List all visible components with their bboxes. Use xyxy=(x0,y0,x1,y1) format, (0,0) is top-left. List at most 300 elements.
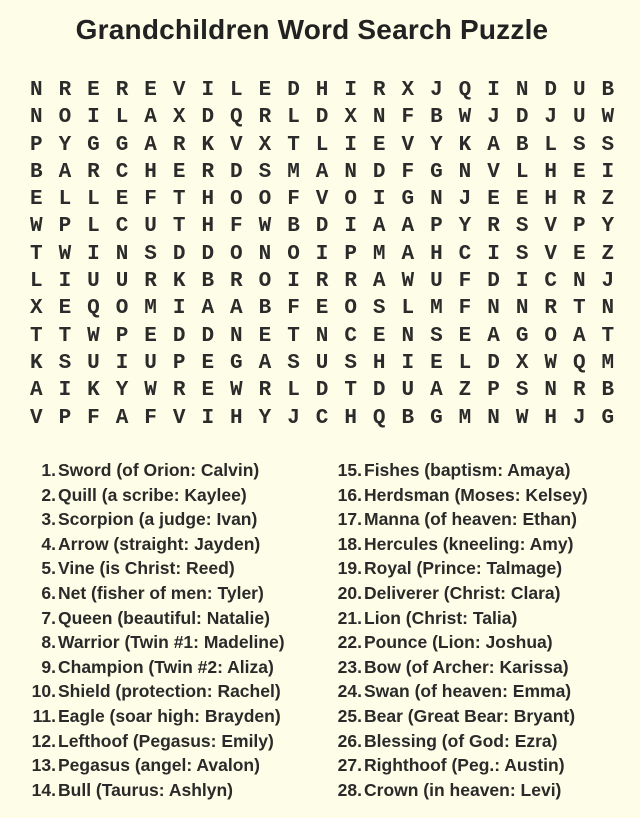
grid-letter[interactable]: E xyxy=(572,160,586,184)
grid-letter[interactable]: L xyxy=(458,351,472,375)
grid-letter[interactable]: W xyxy=(144,379,157,403)
grid-letter[interactable]: M xyxy=(287,160,300,184)
grid-letter[interactable]: E xyxy=(572,242,586,266)
grid-letter[interactable]: O xyxy=(258,270,272,294)
grid-letter[interactable]: H xyxy=(430,242,443,266)
grid-letter[interactable]: H xyxy=(201,188,215,212)
grid-letter[interactable]: D xyxy=(230,160,243,184)
clue-number: 21. xyxy=(337,607,362,628)
grid-letter[interactable]: I xyxy=(58,379,72,403)
grid-letter[interactable]: D xyxy=(372,160,386,184)
grid-row xyxy=(22,213,622,240)
grid-letter[interactable]: F xyxy=(230,215,243,239)
grid-letter[interactable]: R xyxy=(201,160,215,184)
grid-letter[interactable]: I xyxy=(372,188,386,212)
grid-letter[interactable]: V xyxy=(172,79,186,102)
grid-letter[interactable]: W xyxy=(458,106,472,130)
grid-row xyxy=(22,132,622,159)
grid-letter[interactable]: S xyxy=(515,379,529,403)
grid-letter[interactable]: I xyxy=(287,270,300,294)
grid-letter[interactable]: F xyxy=(287,188,300,212)
grid-letter[interactable]: W xyxy=(601,106,615,130)
grid-letter[interactable]: L xyxy=(230,79,243,102)
grid-row xyxy=(22,377,622,404)
grid-letter[interactable]: J xyxy=(287,406,300,430)
grid-letter[interactable]: A xyxy=(372,270,386,294)
grid-letter[interactable]: O xyxy=(544,324,557,348)
grid-letter[interactable]: R xyxy=(87,160,100,184)
grid-letter[interactable]: V xyxy=(230,133,243,157)
grid-letter[interactable]: Q xyxy=(458,79,472,102)
grid-letter[interactable]: R xyxy=(315,270,329,294)
grid-letter[interactable]: D xyxy=(315,215,329,239)
clue-text: Lefthoof (Pegasus: Emily) xyxy=(58,730,274,751)
grid-letter[interactable]: E xyxy=(115,188,129,212)
grid-letter[interactable]: E xyxy=(430,351,443,375)
grid-letter[interactable]: A xyxy=(487,133,500,157)
grid-letter[interactable]: L xyxy=(515,160,529,184)
grid-letter[interactable]: R xyxy=(572,188,586,212)
grid-letter[interactable]: P xyxy=(430,215,443,239)
grid-letter[interactable]: R xyxy=(372,79,386,102)
grid-letter[interactable]: Y xyxy=(258,406,272,430)
grid-letter[interactable]: I xyxy=(201,406,215,430)
grid-letter[interactable]: E xyxy=(372,133,386,157)
grid-letter[interactable]: P xyxy=(58,406,72,430)
grid-letter[interactable]: F xyxy=(458,297,472,321)
grid-letter[interactable]: N xyxy=(487,297,500,321)
grid-letter[interactable]: D xyxy=(515,106,529,130)
grid-letter[interactable]: N xyxy=(29,106,43,130)
grid-letter[interactable]: U xyxy=(315,351,329,375)
clue-text: Hercules (kneeling: Amy) xyxy=(364,533,574,554)
grid-letter[interactable]: A xyxy=(258,351,272,375)
grid-letter[interactable]: C xyxy=(115,160,129,184)
grid-letter[interactable]: E xyxy=(315,297,329,321)
grid-letter[interactable]: A xyxy=(372,215,386,239)
grid-letter[interactable]: U xyxy=(87,351,100,375)
grid-letter[interactable]: A xyxy=(401,215,415,239)
grid-letter[interactable]: K xyxy=(458,133,472,157)
grid-letter[interactable]: T xyxy=(287,324,300,348)
grid-letter[interactable]: N xyxy=(230,324,243,348)
grid-letter[interactable]: I xyxy=(315,242,329,266)
grid-letter[interactable]: A xyxy=(487,324,500,348)
grid-letter[interactable]: E xyxy=(258,79,272,102)
grid-letter[interactable]: D xyxy=(172,324,186,348)
grid-letter[interactable]: D xyxy=(201,324,215,348)
grid-letter[interactable]: R xyxy=(172,133,186,157)
grid-letter[interactable]: V xyxy=(315,188,329,212)
grid-letter[interactable]: Y xyxy=(458,215,472,239)
grid-letter[interactable]: E xyxy=(144,79,157,102)
grid-letter[interactable]: F xyxy=(144,188,157,212)
grid-letter[interactable]: N xyxy=(344,160,357,184)
grid-letter[interactable]: N xyxy=(430,188,443,212)
clue-text: Blessing (of God: Ezra) xyxy=(364,730,558,751)
grid-letter[interactable]: Q xyxy=(230,106,243,130)
grid-letter[interactable]: X xyxy=(344,106,357,130)
grid-letter[interactable]: D xyxy=(315,106,329,130)
grid-letter[interactable]: M xyxy=(372,242,386,266)
clue-item xyxy=(328,532,634,557)
grid-letter[interactable]: N xyxy=(401,324,415,348)
grid-letter[interactable]: V xyxy=(544,242,557,266)
grid-letter[interactable]: W xyxy=(258,215,272,239)
grid-letter[interactable]: I xyxy=(487,242,500,266)
grid-letter[interactable]: F xyxy=(287,297,300,321)
grid-letter[interactable]: X xyxy=(515,351,529,375)
clue-text: Fishes (baptism: Amaya) xyxy=(364,460,571,480)
clue-number: 15. xyxy=(337,460,362,480)
grid-letter[interactable]: W xyxy=(230,379,243,403)
clue-text: Bear (Great Bear: Bryant) xyxy=(364,705,576,726)
grid-letter[interactable]: O xyxy=(287,242,300,266)
grid-letter[interactable]: Q xyxy=(87,297,100,321)
grid-letter[interactable]: G xyxy=(601,406,615,430)
grid-letter[interactable]: I xyxy=(344,215,357,239)
clue-text: Deliverer (Christ: Clara) xyxy=(364,582,561,603)
grid-letter[interactable]: N xyxy=(572,270,586,294)
grid-letter[interactable]: P xyxy=(572,215,586,239)
grid-letter[interactable]: X xyxy=(29,297,43,321)
grid-letter[interactable]: K xyxy=(29,351,43,375)
grid-letter[interactable]: U xyxy=(430,270,443,294)
grid-letter[interactable]: R xyxy=(144,270,157,294)
grid-letter[interactable]: J xyxy=(430,79,443,102)
grid-letter[interactable]: G xyxy=(430,406,443,430)
clue-number: 4. xyxy=(41,533,56,554)
grid-letter[interactable]: H xyxy=(372,351,386,375)
grid-letter[interactable]: S xyxy=(572,133,586,157)
grid-letter[interactable]: K xyxy=(201,133,215,157)
grid-letter[interactable]: D xyxy=(201,106,215,130)
grid-letter[interactable]: T xyxy=(58,324,72,348)
grid-letter[interactable]: U xyxy=(115,270,129,294)
grid-letter[interactable]: I xyxy=(487,79,500,102)
grid-letter[interactable]: O xyxy=(344,297,357,321)
grid-letter[interactable]: S xyxy=(372,297,386,321)
grid-letter[interactable]: Q xyxy=(372,406,386,430)
grid-letter[interactable]: T xyxy=(172,215,186,239)
grid-letter[interactable]: J xyxy=(487,106,500,130)
grid-letter[interactable]: E xyxy=(201,379,215,403)
grid-letter[interactable]: A xyxy=(401,242,415,266)
grid-letter[interactable]: M xyxy=(458,406,472,430)
grid-letter[interactable]: O xyxy=(344,188,357,212)
grid-letter[interactable]: L xyxy=(544,133,557,157)
grid-letter[interactable]: S xyxy=(344,351,357,375)
grid-letter[interactable]: O xyxy=(230,242,243,266)
grid-letter[interactable]: L xyxy=(58,188,72,212)
grid-letter[interactable]: B xyxy=(287,215,300,239)
grid-letter[interactable]: E xyxy=(487,188,500,212)
grid-letter[interactable]: Y xyxy=(430,133,443,157)
grid-letter[interactable]: E xyxy=(515,188,529,212)
grid-letter[interactable]: T xyxy=(172,188,186,212)
grid-letter[interactable]: G xyxy=(87,133,100,157)
grid-letter[interactable]: W xyxy=(544,351,557,375)
clue-text: Herdsman (Moses: Kelsey) xyxy=(364,484,588,505)
grid-letter[interactable]: E xyxy=(87,79,100,102)
grid-letter[interactable]: E xyxy=(144,324,157,348)
grid-letter[interactable]: D xyxy=(172,242,186,266)
grid-letter[interactable]: I xyxy=(58,270,72,294)
clue-number: 5. xyxy=(41,558,56,579)
grid-letter[interactable]: G xyxy=(230,351,243,375)
grid-letter[interactable]: U xyxy=(572,106,586,130)
grid-letter[interactable]: D xyxy=(315,379,329,403)
grid-letter[interactable]: N xyxy=(601,297,615,321)
grid-letter[interactable]: Y xyxy=(58,133,72,157)
grid-letter[interactable]: B xyxy=(29,160,43,184)
grid-letter[interactable]: P xyxy=(172,351,186,375)
grid-letter[interactable]: J xyxy=(601,270,615,294)
grid-letter[interactable]: W xyxy=(87,324,100,348)
grid-letter[interactable]: R xyxy=(544,297,557,321)
grid-letter[interactable]: R xyxy=(344,270,357,294)
grid-letter[interactable]: U xyxy=(144,351,157,375)
clue-number: 10. xyxy=(31,681,56,702)
grid-letter[interactable]: T xyxy=(287,133,300,157)
grid-letter[interactable]: N xyxy=(115,242,129,266)
grid-letter[interactable]: L xyxy=(287,106,300,130)
grid-letter[interactable]: A xyxy=(315,160,329,184)
grid-letter[interactable]: D xyxy=(544,79,557,102)
grid-letter[interactable]: I xyxy=(172,297,186,321)
grid-letter[interactable]: C xyxy=(115,215,129,239)
grid-letter[interactable]: H xyxy=(230,406,243,430)
grid-letter[interactable]: M xyxy=(144,297,157,321)
grid-letter[interactable]: M xyxy=(601,351,615,375)
grid-letter[interactable]: P xyxy=(487,379,500,403)
grid-letter[interactable]: B xyxy=(430,106,443,130)
grid-letter[interactable]: G xyxy=(115,133,129,157)
grid-letter[interactable]: T xyxy=(29,324,43,348)
grid-letter[interactable]: H xyxy=(344,406,357,430)
grid-letter[interactable]: R xyxy=(487,215,500,239)
grid-letter[interactable]: R xyxy=(230,270,243,294)
grid-letter[interactable]: T xyxy=(29,242,43,266)
grid-letter[interactable]: N xyxy=(515,297,529,321)
clue-item xyxy=(22,679,332,704)
grid-letter[interactable]: B xyxy=(201,270,215,294)
grid-letter[interactable]: L xyxy=(115,106,129,130)
grid-letter[interactable]: E xyxy=(29,188,43,212)
grid-letter[interactable]: W xyxy=(515,406,529,430)
grid-letter[interactable]: I xyxy=(87,242,100,266)
clue-number: 11. xyxy=(32,705,56,726)
grid-letter[interactable]: Z xyxy=(601,188,615,212)
grid-letter[interactable]: Y xyxy=(115,379,129,403)
grid-letter[interactable]: L xyxy=(287,379,300,403)
clue-text: Lion (Christ: Talia) xyxy=(364,607,518,628)
grid-letter[interactable]: S xyxy=(430,324,443,348)
grid-letter[interactable]: V xyxy=(544,215,557,239)
clue-number: 16. xyxy=(337,484,362,505)
grid-letter[interactable]: O xyxy=(258,188,272,212)
grid-letter[interactable]: Z xyxy=(601,242,615,266)
grid-letter[interactable]: E xyxy=(58,297,72,321)
grid-letter[interactable]: A xyxy=(201,297,215,321)
grid-letter[interactable]: H xyxy=(144,160,157,184)
grid-letter[interactable]: W xyxy=(401,270,415,294)
grid-letter[interactable]: R xyxy=(58,79,72,102)
grid-letter[interactable]: M xyxy=(430,297,443,321)
grid-letter[interactable]: H xyxy=(544,406,557,430)
clue-item xyxy=(22,556,332,581)
grid-letter[interactable]: W xyxy=(58,242,72,266)
grid-letter[interactable]: V xyxy=(401,133,415,157)
grid-letter[interactable]: F xyxy=(401,160,415,184)
grid-letter[interactable]: E xyxy=(172,160,186,184)
grid-letter[interactable]: I xyxy=(115,351,129,375)
grid-letter[interactable]: G xyxy=(515,324,529,348)
grid-letter[interactable]: S xyxy=(258,160,272,184)
grid-letter[interactable]: B xyxy=(601,79,615,102)
grid-letter[interactable]: L xyxy=(401,297,415,321)
grid-letter[interactable]: Q xyxy=(572,351,586,375)
grid-letter[interactable]: T xyxy=(601,324,615,348)
grid-letter[interactable]: P xyxy=(344,242,357,266)
grid-letter[interactable]: T xyxy=(572,297,586,321)
grid-letter[interactable]: N xyxy=(458,160,472,184)
grid-letter[interactable]: S xyxy=(601,133,615,157)
grid-letter[interactable]: O xyxy=(58,106,72,130)
grid-letter[interactable]: S xyxy=(144,242,157,266)
grid-letter[interactable]: A xyxy=(144,106,157,130)
grid-letter[interactable]: N xyxy=(258,242,272,266)
grid-letter[interactable]: B xyxy=(515,133,529,157)
grid-letter[interactable]: R xyxy=(572,379,586,403)
grid-letter[interactable]: I xyxy=(515,270,529,294)
grid-letter[interactable]: A xyxy=(115,406,129,430)
grid-letter[interactable]: F xyxy=(458,270,472,294)
grid-letter[interactable]: F xyxy=(87,406,100,430)
grid-letter[interactable]: D xyxy=(487,270,500,294)
grid-letter[interactable]: A xyxy=(572,324,586,348)
grid-letter[interactable]: W xyxy=(29,215,43,239)
grid-letter[interactable]: G xyxy=(430,160,443,184)
grid-letter[interactable]: B xyxy=(401,406,415,430)
clue-item xyxy=(22,606,332,631)
clue-item xyxy=(22,655,332,680)
grid-letter[interactable]: U xyxy=(144,215,157,239)
grid-letter[interactable]: H xyxy=(315,79,329,102)
grid-letter[interactable]: D xyxy=(287,79,300,102)
grid-letter[interactable]: V xyxy=(172,406,186,430)
grid-letter[interactable]: R xyxy=(115,79,129,102)
grid-letter[interactable]: S xyxy=(515,242,529,266)
grid-letter[interactable]: P xyxy=(29,133,43,157)
grid-letter[interactable]: U xyxy=(572,79,586,102)
grid-letter[interactable]: J xyxy=(458,188,472,212)
grid-letter[interactable]: K xyxy=(87,379,100,403)
grid-letter[interactable]: N xyxy=(515,79,529,102)
grid-letter[interactable]: I xyxy=(87,106,100,130)
grid-letter[interactable]: A xyxy=(230,297,243,321)
grid-letter[interactable]: H xyxy=(201,215,215,239)
grid-letter[interactable]: F xyxy=(401,106,415,130)
grid-letter[interactable]: N xyxy=(544,379,557,403)
letter-grid xyxy=(22,77,622,432)
grid-letter[interactable]: I xyxy=(344,133,357,157)
grid-letter[interactable]: T xyxy=(344,379,357,403)
clue-item xyxy=(22,507,332,532)
grid-letter[interactable]: V xyxy=(29,406,43,430)
grid-letter[interactable]: Z xyxy=(458,379,472,403)
grid-letter[interactable]: Y xyxy=(601,215,615,239)
grid-letter[interactable]: D xyxy=(487,351,500,375)
grid-letter[interactable]: S xyxy=(515,215,529,239)
grid-letter[interactable]: O xyxy=(115,297,129,321)
grid-letter[interactable]: L xyxy=(29,270,43,294)
grid-letter[interactable]: R xyxy=(172,379,186,403)
grid-letter[interactable]: A xyxy=(430,379,443,403)
grid-letter[interactable]: I xyxy=(601,160,615,184)
grid-letter[interactable]: C xyxy=(344,324,357,348)
grid-letter[interactable]: V xyxy=(487,160,500,184)
grid-letter[interactable]: A xyxy=(144,133,157,157)
grid-letter[interactable]: J xyxy=(544,106,557,130)
grid-letter[interactable]: E xyxy=(372,324,386,348)
grid-letter[interactable]: E xyxy=(201,351,215,375)
grid-letter[interactable]: N xyxy=(315,324,329,348)
grid-letter[interactable]: S xyxy=(287,351,300,375)
grid-letter[interactable]: K xyxy=(172,270,186,294)
grid-letter[interactable]: P xyxy=(58,215,72,239)
grid-letter[interactable]: H xyxy=(544,160,557,184)
grid-letter[interactable]: R xyxy=(258,106,272,130)
grid-letter[interactable]: U xyxy=(87,270,100,294)
grid-letter[interactable]: J xyxy=(572,406,586,430)
grid-letter[interactable]: D xyxy=(372,379,386,403)
grid-letter[interactable]: R xyxy=(258,379,272,403)
grid-letter[interactable]: D xyxy=(201,242,215,266)
grid-letter[interactable]: I xyxy=(201,79,215,102)
grid-letter[interactable]: X xyxy=(258,133,272,157)
grid-letter[interactable]: C xyxy=(315,406,329,430)
grid-letter[interactable]: L xyxy=(87,215,100,239)
grid-letter[interactable]: P xyxy=(115,324,129,348)
grid-letter[interactable]: N xyxy=(29,79,43,102)
grid-letter[interactable]: F xyxy=(144,406,157,430)
grid-letter[interactable]: I xyxy=(401,351,415,375)
grid-letter[interactable]: N xyxy=(372,106,386,130)
grid-letter[interactable]: C xyxy=(458,242,472,266)
grid-letter[interactable]: U xyxy=(401,379,415,403)
grid-letter[interactable]: A xyxy=(29,379,43,403)
grid-letter[interactable]: S xyxy=(58,351,72,375)
grid-letter[interactable]: G xyxy=(401,188,415,212)
grid-letter[interactable]: C xyxy=(544,270,557,294)
grid-letter[interactable]: B xyxy=(601,379,615,403)
clue-item xyxy=(328,679,634,704)
grid-letter[interactable]: B xyxy=(258,297,272,321)
grid-letter[interactable]: L xyxy=(87,188,100,212)
grid-letter[interactable]: N xyxy=(487,406,500,430)
grid-letter[interactable]: X xyxy=(401,79,415,102)
grid-letter[interactable]: I xyxy=(344,79,357,102)
grid-letter[interactable]: E xyxy=(258,324,272,348)
grid-letter[interactable]: E xyxy=(458,324,472,348)
grid-letter[interactable]: O xyxy=(230,188,243,212)
grid-letter[interactable]: H xyxy=(544,188,557,212)
grid-letter[interactable]: L xyxy=(315,133,329,157)
grid-letter[interactable]: X xyxy=(172,106,186,130)
grid-letter[interactable]: A xyxy=(58,160,72,184)
clue-number: 19. xyxy=(337,558,362,579)
